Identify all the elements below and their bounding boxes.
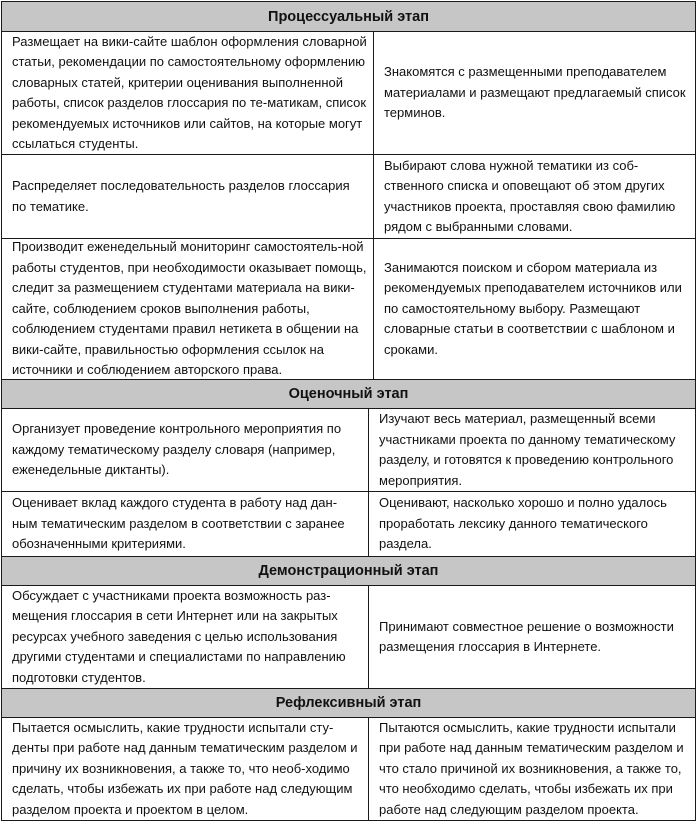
students-cell — [368, 717, 696, 821]
teacher-cell — [1, 585, 369, 689]
teacher-cell — [1, 238, 374, 380]
teacher-cell — [1, 491, 369, 557]
teacher-cell — [1, 31, 374, 155]
students-cell — [368, 408, 696, 492]
section-header-procedural — [1, 1, 696, 32]
cell-text: Размещает на вики-сайте шаблон оформления словарной статьи, рекомендации по самостоятельному оформлению словарных статей, критерии оценивания выполненной работы, список разделов глоссария по те-матикам, список рекомендуемых источников или сайтов, на которые могут ссылаться студенты. — [12, 33, 367, 151]
section-header-reflexive — [1, 688, 696, 718]
teacher-cell — [1, 154, 374, 239]
cell-text: Пытаются осмыслить, какие трудности испытали при работе над данным тематическим разделом и что стало причиной их возникновения, а также то, что необходимо сделать, чтобы избежать их при работе над следующим разделом проекта. — [379, 719, 684, 817]
cell-text: Производит еженедельный мониторинг самостоятель-ной работы студентов, при необходимости оказывает помощь, следит за размещением студентами материала на вики-сайте, соблюдением сроков выполнения работы, соблюдением студентами правил нетикета в общении на вики-сайте, правильностью оформления ссылок на источники и соблюдением авторского права. — [12, 239, 367, 378]
cell-text: Организует проведение контрольного мероприятия по каждому тематическому разделу словаря (например, еженедельные диктанты). — [12, 421, 342, 478]
students-cell — [368, 585, 696, 689]
cell-text: Принимают совместное решение о возможности размещения глоссария в Интернете. — [379, 618, 674, 654]
teacher-cell — [1, 408, 369, 492]
cell-text: Выбирают слова нужной тематики из соб-ственного списка и оповещают об этом других участников проекта, проставляя свою фамилию рядом с выбранными словами. — [384, 157, 676, 234]
students-cell — [373, 238, 696, 380]
section-title: Рефлексивный этап — [275, 695, 422, 711]
cell-text: Пытается осмыслить, какие трудности испытали сту-денты при работе над данным тематическим разделом и причину их возникновения, а также то, что необ-ходимо сделать, чтобы избежать их при работе над следующим разделом проекта и проектом в целом. — [12, 719, 358, 817]
cell-text: Обсуждает с участниками проекта возможность раз-мещения глоссария в сети Интернет или на закрытых ресурсах учебного заведения с целью использования другими студентами и специалистами по направлению подготовки студентов. — [12, 587, 346, 685]
cell-text: Изучают весь материал, размещенный всеми участниками проекта по данному тематическому разделу, и готовятся к проведению контрольного мероприятия. — [379, 411, 676, 488]
cell-text: Знакомятся с размещенными преподавателем материалами и размещают предлагаемый список терминов. — [384, 64, 686, 121]
students-cell — [373, 31, 696, 155]
section-title: Оценочный этап — [288, 386, 409, 402]
cell-text: Оценивает вклад каждого студента в работу над дан-ным тематическим разделом в соответствии с заранее обозначенными критериями. — [12, 495, 345, 552]
students-cell — [368, 491, 696, 557]
cell-text: Занимаются поиском и сбором материала из рекомендуемых преподавателем источников или по самостоятельному выбору. Размещают словарные статьи в соответствии с шаблоном и сроками. — [384, 259, 682, 357]
students-cell — [373, 154, 696, 239]
cell-text: Распределяет последовательность разделов глоссария по тематике. — [12, 178, 350, 214]
section-header-evaluation — [1, 379, 696, 409]
section-title: Демонстрационный этап — [258, 563, 439, 579]
section-header-demonstration — [1, 556, 696, 586]
section-title: Процессуальный этап — [268, 8, 429, 25]
teacher-cell — [1, 717, 369, 821]
cell-text: Оценивают, насколько хорошо и полно удалось проработать лексику данного тематического раздела. — [379, 495, 667, 552]
